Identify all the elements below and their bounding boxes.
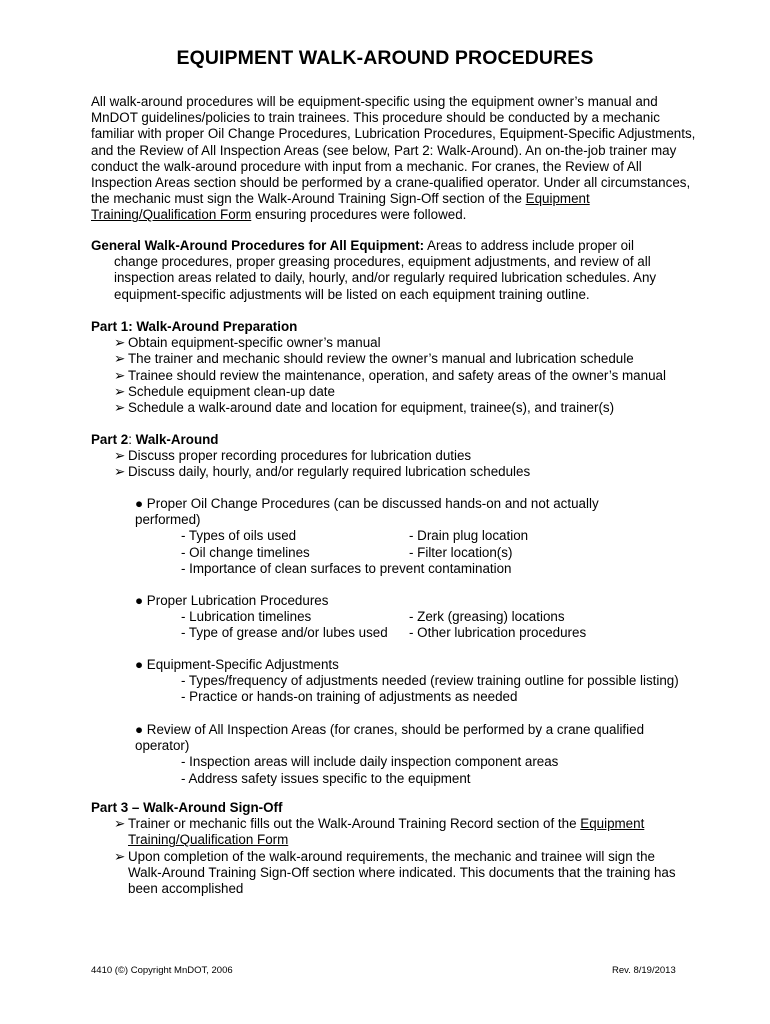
form-link[interactable]: Equipment bbox=[580, 816, 645, 832]
adjustment-item: - Practice or hands-on training of adjustments as needed bbox=[181, 689, 518, 705]
part2-heading: Part 2: Walk-Around bbox=[91, 432, 219, 447]
part1-heading: Part 1: Walk-Around Preparation bbox=[91, 319, 298, 334]
lube-item: - Other lubrication procedures bbox=[409, 625, 587, 641]
oil-item: - Filter location(s) bbox=[409, 544, 513, 560]
footer-copyright: 4410 (©) Copyright MnDOT, 2006 bbox=[91, 965, 233, 976]
lube-item: - Zerk (greasing) locations bbox=[409, 609, 565, 625]
arrow-bullet-icon: ➢ bbox=[114, 464, 126, 480]
part3-heading: Part 3 – Walk-Around Sign-Off bbox=[91, 800, 283, 815]
oil-item: - Importance of clean surfaces to prevent contamination bbox=[181, 560, 512, 576]
inspection-title-cont: operator) bbox=[135, 738, 190, 754]
adjustments-title: ● Equipment-Specific Adjustments bbox=[135, 657, 339, 672]
general-label: General Walk-Around Procedures for All Equipment: bbox=[91, 238, 425, 253]
list-item: ➢ Trainer or mechanic fills out the Walk-Around Training Record section of the Equipment Training/Qualification Form bbox=[114, 816, 645, 848]
part1-section bbox=[91, 319, 696, 416]
arrow-bullet-icon: ➢ bbox=[114, 335, 126, 351]
oil-item: - Drain plug location bbox=[409, 528, 529, 544]
inspection-item: - Inspection areas will include daily inspection component areas bbox=[181, 754, 559, 770]
arrow-bullet-icon: ➢ bbox=[114, 448, 126, 464]
arrow-bullet-icon: ➢ bbox=[114, 351, 126, 367]
lube-item: - Type of grease and/or lubes used bbox=[181, 625, 388, 641]
intro-text: All walk-around procedures will be equipment-specific using the equipment owner’s manual and MnDOT guidelines/policies to train trainees. This procedure should be conducted by a mechanic familiar with proper Oil Change Procedures, Lubrication Procedures, Equipment-Specific Adjustments, and the Review of All Inspection Areas (see below, Part 2: Walk-Around). An on-the-job trainer may conduct the walk-around procedure with input from a mechanic. For cranes, the Review of All Inspection Areas section should be performed by a crane-qualified operator. Under all circumstances, the mechanic must sign the Walk-Around Training Sign-Off section of the bbox=[91, 94, 696, 207]
lube-item: - Lubrication timelines bbox=[181, 609, 312, 625]
list-item: ➢ Upon completion of the walk-around requirements, the mechanic and trainee will sign the Walk-Around Training Sign-Off section where indicated. This documents that the training has been accomplished bbox=[114, 848, 676, 897]
general-procedures bbox=[91, 238, 696, 303]
adjustments-block bbox=[135, 657, 705, 706]
list-item: ➢ Obtain equipment-specific owner’s manual bbox=[114, 335, 381, 351]
arrow-bullet-icon: ➢ bbox=[114, 816, 126, 832]
intro-paragraph bbox=[91, 94, 696, 224]
arrow-bullet-icon: ➢ bbox=[114, 383, 126, 399]
inspection-block bbox=[135, 722, 705, 787]
list-item: ➢ Discuss proper recording procedures for lubrication duties bbox=[114, 448, 472, 464]
arrow-bullet-icon: ➢ bbox=[114, 848, 126, 864]
inspection-item: - Address safety issues specific to the equipment bbox=[181, 770, 471, 786]
list-item: ➢ Trainee should review the maintenance, operation, and safety areas of the owner’s manual bbox=[114, 367, 666, 383]
list-item: ➢ The trainer and mechanic should review the owner’s manual and lubrication schedule bbox=[114, 351, 634, 367]
footer-revision: Rev. 8/19/2013 bbox=[612, 965, 676, 976]
arrow-bullet-icon: ➢ bbox=[114, 367, 126, 383]
oil-item: - Oil change timelines bbox=[181, 544, 310, 560]
oil-change-title: ● Proper Oil Change Procedures (can be discussed hands-on and not actually bbox=[135, 496, 599, 511]
list-item: ➢ Discuss daily, hourly, and/or regularly required lubrication schedules bbox=[114, 464, 531, 480]
part3-section bbox=[91, 800, 696, 897]
oil-item: - Types of oils used bbox=[181, 528, 297, 544]
part2-section bbox=[91, 432, 696, 481]
general-continuation: change procedures, proper greasing procedures, equipment adjustments, and review of all inspection areas related to daily, hourly, and/or regularly required lubrication schedules. Any equipment-specific adjustments will be listed on each equipment training outline. bbox=[114, 254, 657, 302]
list-item: ➢ Schedule equipment clean-up date bbox=[114, 383, 335, 399]
page-title: EQUIPMENT WALK-AROUND PROCEDURES bbox=[176, 47, 594, 69]
form-link[interactable]: Equipment Training/Qualification Form bbox=[91, 191, 590, 223]
adjustment-item: - Types/frequency of adjustments needed (review training outline for possible listing) bbox=[181, 673, 679, 689]
intro-text-end: ensuring procedures were followed. bbox=[251, 207, 467, 223]
list-item: ➢ Schedule a walk-around date and location for equipment, trainee(s), and trainer(s) bbox=[114, 400, 615, 416]
inspection-title: ● Review of All Inspection Areas (for cranes, should be performed by a crane qualified bbox=[135, 722, 645, 737]
general-first-line: Areas to address include proper oil bbox=[424, 238, 634, 253]
oil-change-block bbox=[135, 496, 705, 577]
oil-change-title-cont: performed) bbox=[135, 512, 201, 528]
lubrication-title: ● Proper Lubrication Procedures bbox=[135, 593, 329, 608]
lubrication-block bbox=[135, 593, 705, 642]
form-link[interactable]: Training/Qualification Form bbox=[128, 832, 289, 848]
arrow-bullet-icon: ➢ bbox=[114, 400, 126, 416]
